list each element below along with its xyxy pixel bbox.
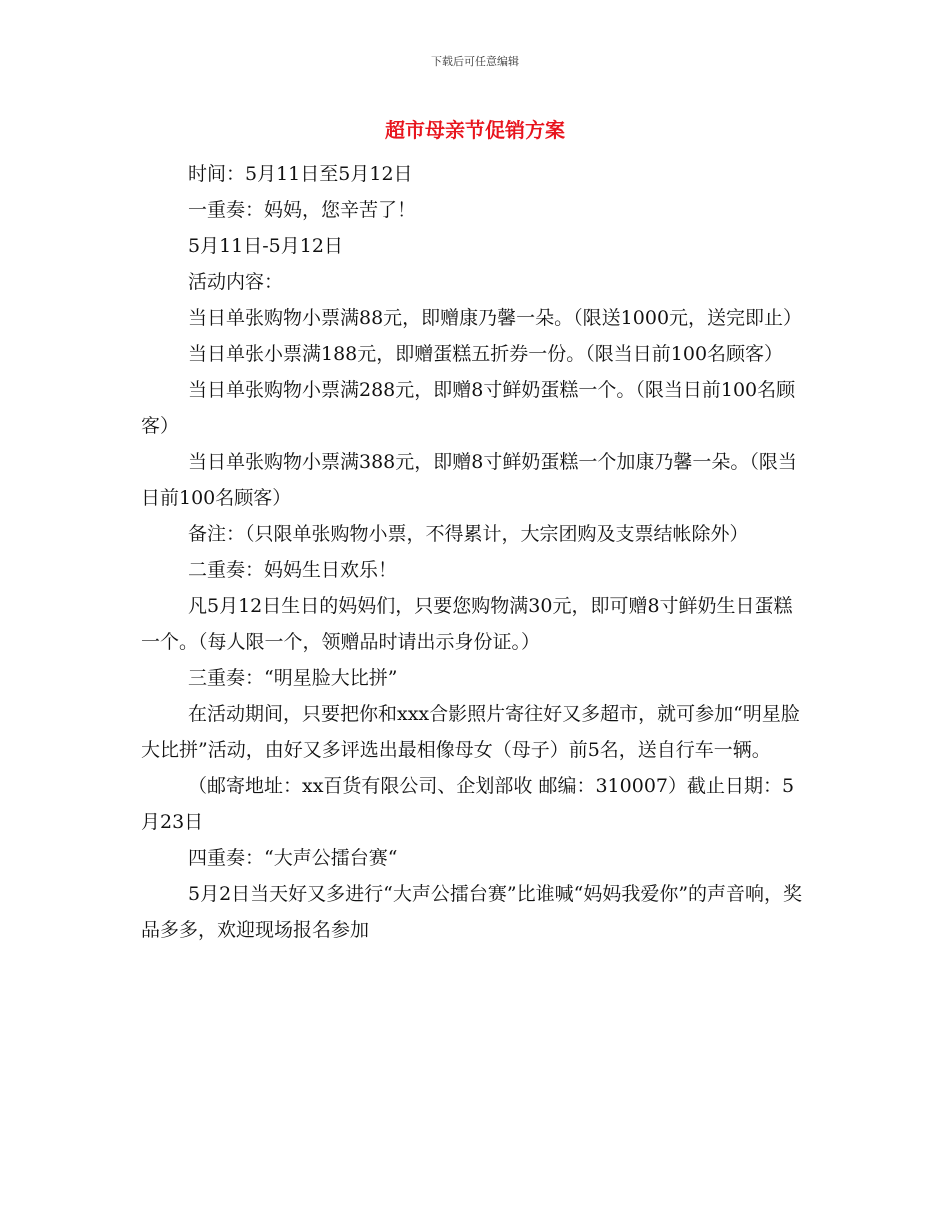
paragraph-section-1-dates: 5月11日-5月12日 <box>188 235 343 257</box>
paragraph-time: 时间：5月11日至5月12日 <box>188 163 413 185</box>
document-body <box>141 156 811 948</box>
paragraph-offer-388: 当日单张购物小票满388元，即赠8寸鲜奶蛋糕一个加康乃馨一朵。（限当日前100名顾客） <box>141 451 797 509</box>
paragraph-activity-label: 活动内容： <box>188 271 284 293</box>
paragraph-lookalike-contest: 在活动期间，只要把你和xxx合影照片寄往好又多超市，就可参加“明星脸大比拼”活动，由好又多评选出最相像母女（母子）前5名，送自行车一辆。 <box>141 703 800 761</box>
paragraph-section-3-heading: 三重奏：“明星脸大比拼” <box>188 667 398 689</box>
paragraph-offer-188: 当日单张小票满188元，即赠蛋糕五折券一份。（限当日前100名顾客） <box>188 343 784 365</box>
paragraph-shouting-contest: 5月2日当天好又多进行“大声公擂台赛”比谁喊“妈妈我爱你”的声音响，奖品多多，欢迎现场报名参加 <box>141 883 803 941</box>
document-title: 超市母亲节促销方案 <box>385 118 565 142</box>
paragraph-section-1-heading: 一重奏：妈妈，您辛苦了！ <box>188 199 417 221</box>
paragraph-birthday-offer: 凡5月12日生日的妈妈们，只要您购物满30元，即可赠8寸鲜奶生日蛋糕一个。（每人限一个，领赠品时请出示身份证。） <box>141 595 793 653</box>
paragraph-section-2-heading: 二重奏：妈妈生日欢乐！ <box>188 559 398 581</box>
paragraph-remark: 备注：（只限单张购物小票，不得累计，大宗团购及支票结帐除外） <box>188 523 749 545</box>
paragraph-offer-288: 当日单张购物小票满288元，即赠8寸鲜奶蛋糕一个。（限当日前100名顾客） <box>141 379 796 437</box>
paragraph-section-4-heading: 四重奏：“大声公擂台赛“ <box>188 847 398 869</box>
header-note: 下载后可任意编辑 <box>431 55 519 68</box>
paragraph-mailing-address: （邮寄地址：xx百货有限公司、企划部收 邮编：310007）截止日期：5月23日 <box>141 775 795 833</box>
paragraph-offer-88: 当日单张购物小票满88元，即赠康乃馨一朵。（限送1000元，送完即止） <box>188 307 803 329</box>
